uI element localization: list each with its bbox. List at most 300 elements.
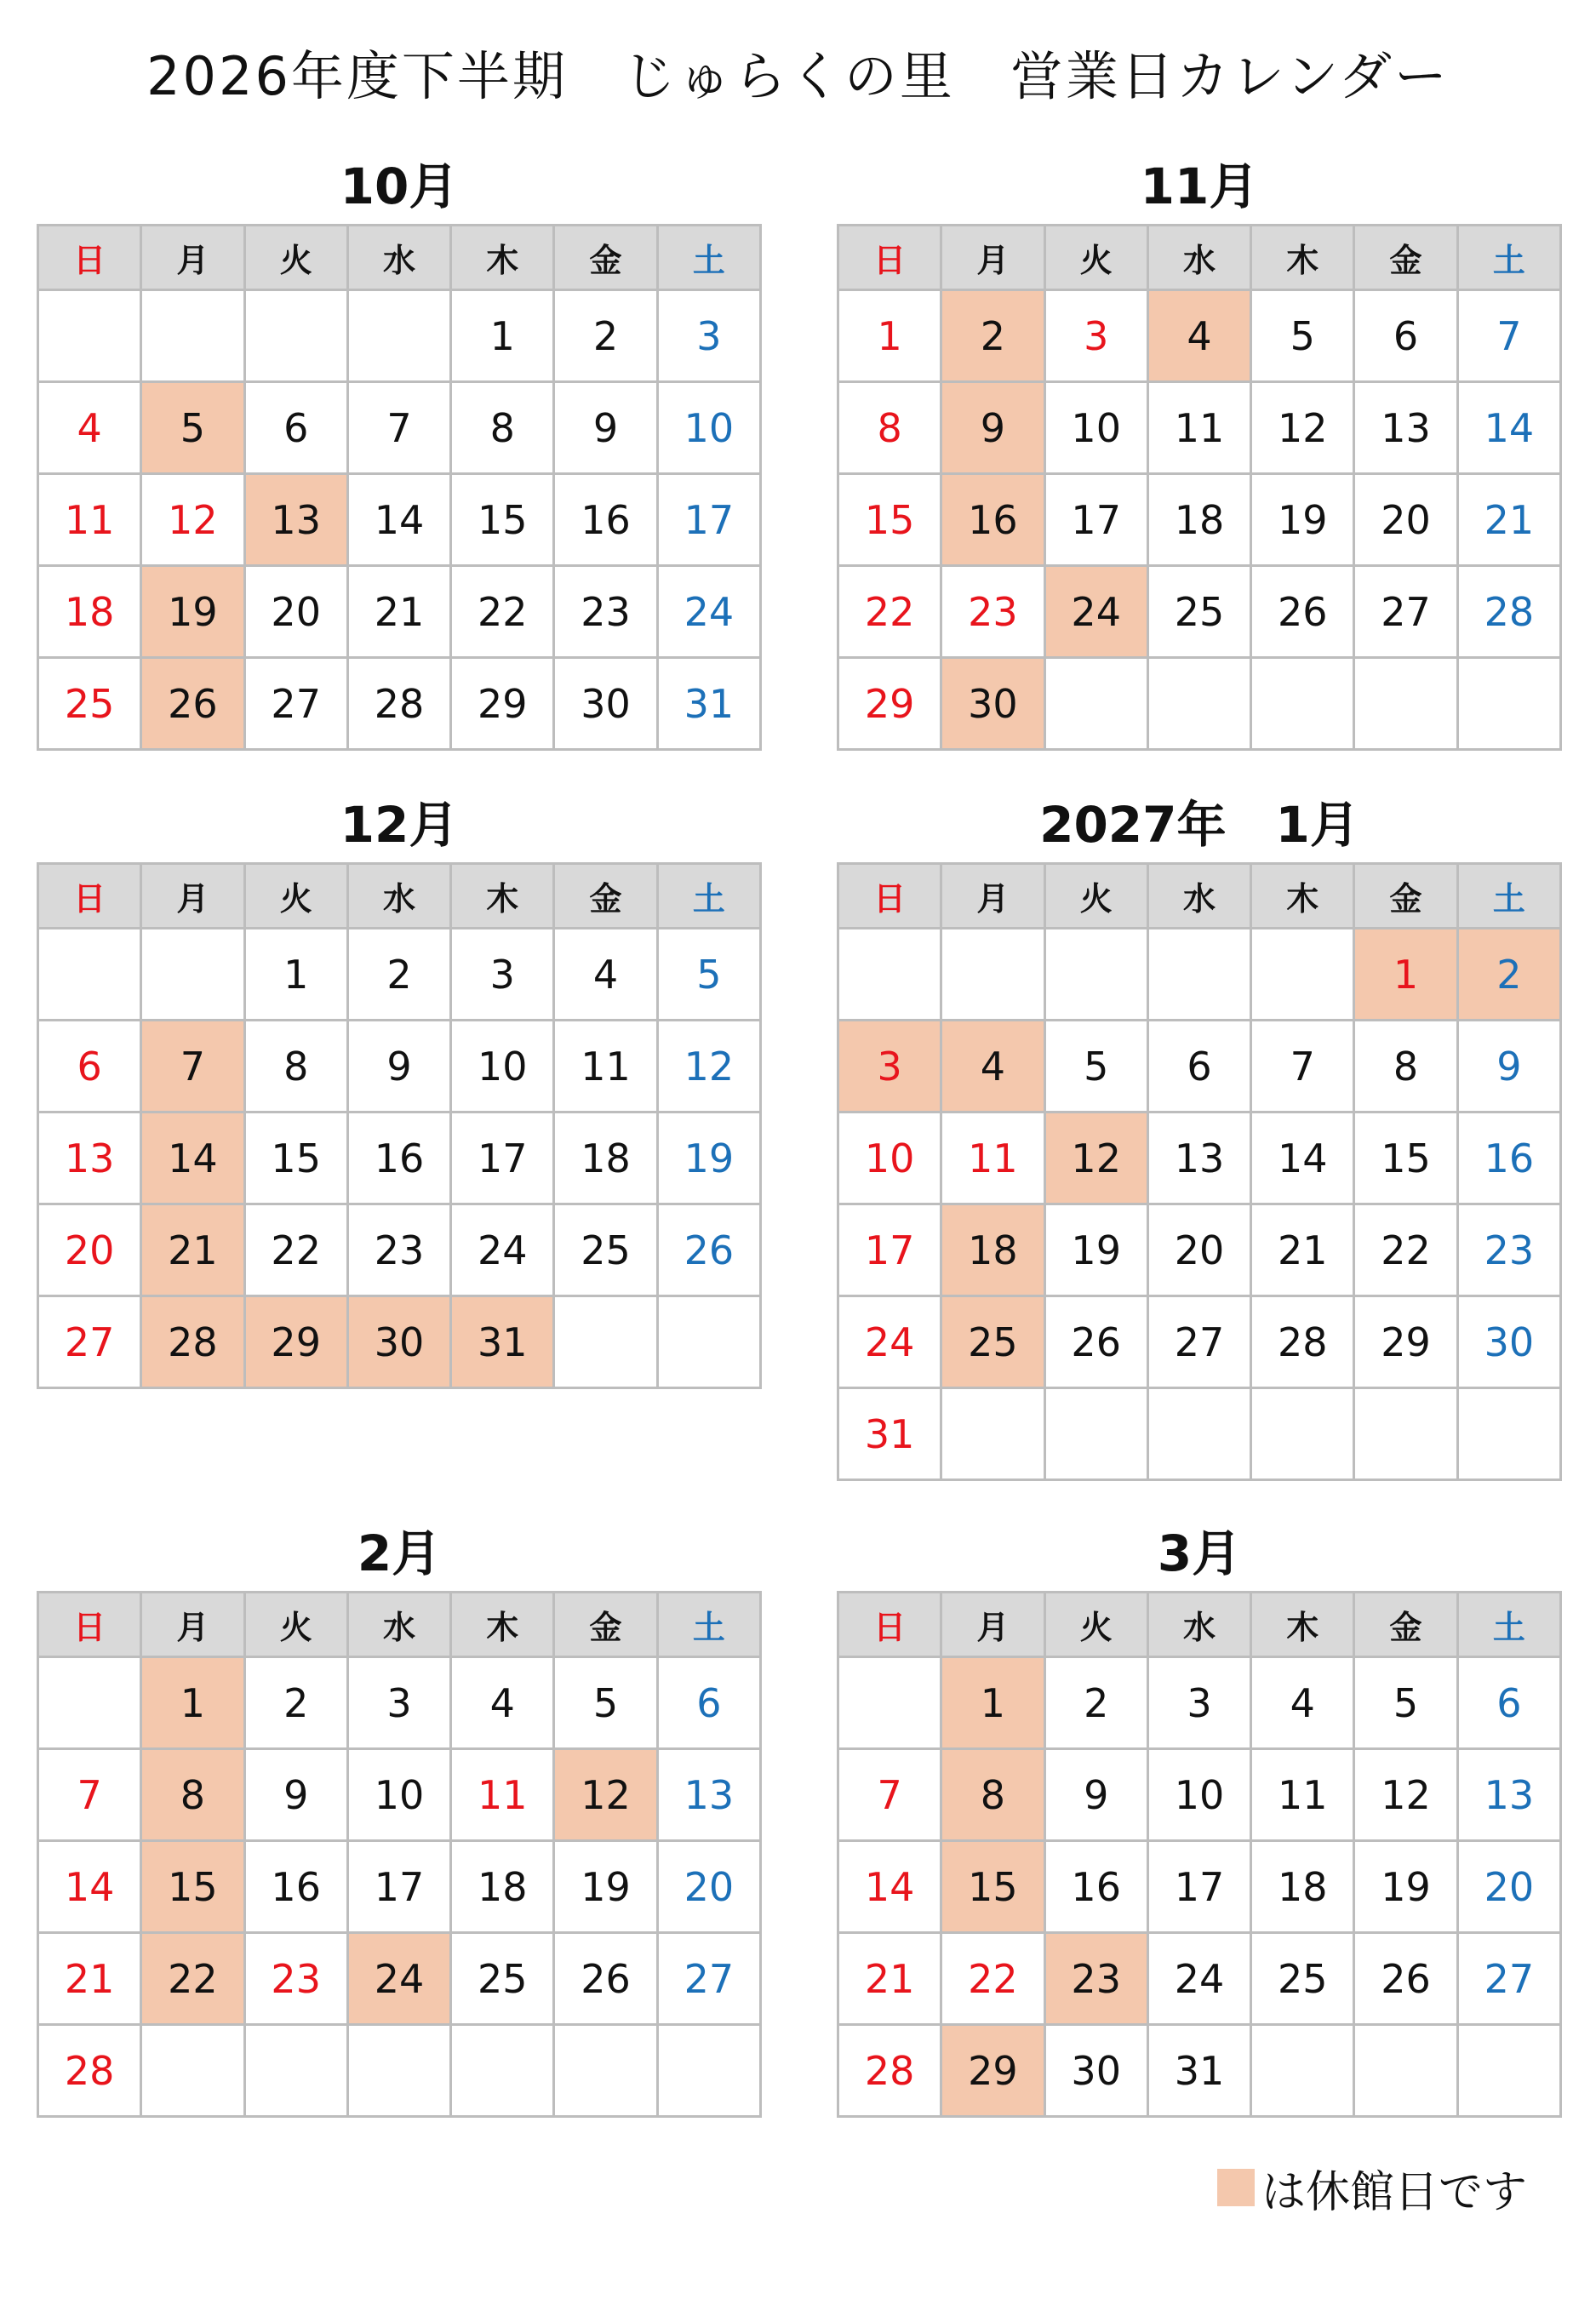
day-cell: 23 (1457, 1204, 1560, 1296)
weekday-header: 日 (38, 864, 141, 929)
day-cell: 11 (451, 1749, 554, 1841)
day-cell: 27 (1457, 1933, 1560, 2025)
day-cell: 4 (451, 1657, 554, 1749)
legend-text: は休館日です (1261, 2166, 1528, 2218)
day-cell: 27 (38, 1296, 141, 1388)
week-row (838, 1204, 1561, 1296)
day-cell: 18 (1251, 1841, 1354, 1933)
calendar-grid (837, 862, 1562, 1481)
day-cell: 27 (657, 1933, 760, 2025)
day-cell: 18 (1147, 474, 1250, 566)
month-calendar-november (837, 149, 1562, 751)
empty-day-cell (1354, 1388, 1457, 1480)
week-row (38, 658, 761, 750)
week-row (838, 1296, 1561, 1388)
day-cell: 26 (554, 1933, 657, 2025)
day-cell: 12 (1044, 1112, 1147, 1204)
day-cell: 16 (554, 474, 657, 566)
day-cell: 10 (347, 1749, 450, 1841)
empty-day-cell (1354, 658, 1457, 750)
weekday-header: 土 (657, 864, 760, 929)
day-cell: 1 (838, 290, 941, 382)
week-row (838, 474, 1561, 566)
day-cell: 21 (38, 1933, 141, 2025)
day-cell: 6 (244, 382, 347, 474)
week-row (838, 929, 1561, 1021)
day-cell: 23 (244, 1933, 347, 2025)
day-cell: 15 (451, 474, 554, 566)
day-cell: 15 (1354, 1112, 1457, 1204)
day-cell: 20 (657, 1841, 760, 1933)
day-cell: 1 (451, 290, 554, 382)
weekday-header: 土 (1457, 864, 1560, 929)
week-row (838, 1933, 1561, 2025)
day-cell: 19 (141, 566, 244, 658)
day-cell: 28 (38, 2025, 141, 2117)
day-cell: 17 (347, 1841, 450, 1933)
month-title: 2027年 1月 (1039, 796, 1359, 854)
day-cell: 10 (657, 382, 760, 474)
day-cell: 9 (1044, 1749, 1147, 1841)
day-cell: 11 (1251, 1749, 1354, 1841)
day-cell: 17 (1147, 1841, 1250, 1933)
weekday-header: 金 (1354, 1593, 1457, 1657)
day-cell: 5 (141, 382, 244, 474)
week-row (838, 1388, 1561, 1480)
week-row (838, 1749, 1561, 1841)
day-cell: 28 (1457, 566, 1560, 658)
day-cell: 30 (941, 658, 1044, 750)
day-cell: 17 (838, 1204, 941, 1296)
weekday-header: 月 (941, 1593, 1044, 1657)
day-cell: 28 (347, 658, 450, 750)
day-cell: 7 (838, 1749, 941, 1841)
weekday-header: 月 (141, 1593, 244, 1657)
closed-day-swatch (1217, 2169, 1255, 2206)
week-row (838, 382, 1561, 474)
weekday-header: 木 (451, 226, 554, 290)
weekday-header: 日 (38, 1593, 141, 1657)
day-cell: 12 (1354, 1749, 1457, 1841)
day-cell: 22 (141, 1933, 244, 2025)
day-cell: 8 (141, 1749, 244, 1841)
day-cell: 15 (838, 474, 941, 566)
week-row (838, 566, 1561, 658)
empty-day-cell (141, 2025, 244, 2117)
day-cell: 31 (657, 658, 760, 750)
empty-day-cell (141, 929, 244, 1021)
weekday-header: 月 (941, 864, 1044, 929)
day-cell: 19 (1354, 1841, 1457, 1933)
day-cell: 11 (38, 474, 141, 566)
day-cell: 29 (451, 658, 554, 750)
day-cell: 8 (244, 1021, 347, 1112)
day-cell: 21 (1251, 1204, 1354, 1296)
day-cell: 19 (1044, 1204, 1147, 1296)
weekday-header: 木 (1251, 1593, 1354, 1657)
weekday-header: 火 (1044, 864, 1147, 929)
day-cell: 23 (554, 566, 657, 658)
weekday-header: 火 (244, 864, 347, 929)
day-cell: 17 (451, 1112, 554, 1204)
day-cell: 7 (347, 382, 450, 474)
day-cell: 4 (941, 1021, 1044, 1112)
day-cell: 24 (1147, 1933, 1250, 2025)
day-cell: 18 (554, 1112, 657, 1204)
day-cell: 3 (1147, 1657, 1250, 1749)
day-cell: 4 (38, 382, 141, 474)
week-row (38, 1021, 761, 1112)
empty-day-cell (244, 290, 347, 382)
day-cell: 28 (141, 1296, 244, 1388)
week-row (838, 658, 1561, 750)
day-cell: 21 (1457, 474, 1560, 566)
month-title: 3月 (1157, 1524, 1242, 1582)
day-cell: 24 (838, 1296, 941, 1388)
weekday-header-row (38, 226, 761, 290)
weekday-header: 金 (1354, 226, 1457, 290)
day-cell: 25 (451, 1933, 554, 2025)
day-cell: 13 (244, 474, 347, 566)
day-cell: 23 (1044, 1933, 1147, 2025)
day-cell: 24 (451, 1204, 554, 1296)
month-calendar-march (837, 1516, 1562, 2118)
month-calendar-october (37, 149, 762, 751)
week-row (38, 382, 761, 474)
week-row (838, 1841, 1561, 1933)
weekday-header: 土 (657, 226, 760, 290)
day-cell: 11 (941, 1112, 1044, 1204)
empty-day-cell (838, 1657, 941, 1749)
day-cell: 19 (554, 1841, 657, 1933)
day-cell: 25 (941, 1296, 1044, 1388)
day-cell: 3 (1044, 290, 1147, 382)
day-cell: 9 (1457, 1021, 1560, 1112)
day-cell: 30 (554, 658, 657, 750)
day-cell: 28 (1251, 1296, 1354, 1388)
empty-day-cell (941, 1388, 1044, 1480)
day-cell: 3 (347, 1657, 450, 1749)
day-cell: 6 (657, 1657, 760, 1749)
day-cell: 14 (1251, 1112, 1354, 1204)
day-cell: 16 (1457, 1112, 1560, 1204)
day-cell: 31 (838, 1388, 941, 1480)
calendar-grid (37, 1591, 762, 2118)
empty-day-cell (347, 2025, 450, 2117)
week-row (38, 1933, 761, 2025)
day-cell: 7 (1457, 290, 1560, 382)
calendar-grid (837, 224, 1562, 751)
day-cell: 14 (38, 1841, 141, 1933)
day-cell: 30 (347, 1296, 450, 1388)
day-cell: 13 (1457, 1749, 1560, 1841)
day-cell: 23 (347, 1204, 450, 1296)
day-cell: 24 (347, 1933, 450, 2025)
day-cell: 22 (838, 566, 941, 658)
empty-day-cell (657, 2025, 760, 2117)
week-row (38, 1841, 761, 1933)
day-cell: 22 (451, 566, 554, 658)
empty-day-cell (1457, 2025, 1560, 2117)
day-cell: 9 (554, 382, 657, 474)
weekday-header: 火 (244, 226, 347, 290)
day-cell: 6 (38, 1021, 141, 1112)
day-cell: 20 (1457, 1841, 1560, 1933)
month-title: 2月 (357, 1524, 442, 1582)
day-cell: 6 (1354, 290, 1457, 382)
empty-day-cell (38, 1657, 141, 1749)
day-cell: 17 (657, 474, 760, 566)
weekday-header-row (838, 1593, 1561, 1657)
weekday-header-row (838, 864, 1561, 929)
day-cell: 7 (38, 1749, 141, 1841)
week-row (838, 290, 1561, 382)
day-cell: 29 (1354, 1296, 1457, 1388)
week-row (38, 1657, 761, 1749)
day-cell: 30 (1457, 1296, 1560, 1388)
week-row (38, 2025, 761, 2117)
day-cell: 29 (838, 658, 941, 750)
empty-day-cell (554, 1296, 657, 1388)
day-cell: 31 (1147, 2025, 1250, 2117)
weekday-header: 火 (244, 1593, 347, 1657)
day-cell: 8 (838, 382, 941, 474)
day-cell: 5 (1044, 1021, 1147, 1112)
week-row (38, 1749, 761, 1841)
weekday-header: 土 (657, 1593, 760, 1657)
day-cell: 21 (838, 1933, 941, 2025)
day-cell: 12 (657, 1021, 760, 1112)
weekday-header: 木 (1251, 864, 1354, 929)
day-cell: 11 (554, 1021, 657, 1112)
day-cell: 13 (1147, 1112, 1250, 1204)
day-cell: 11 (1147, 382, 1250, 474)
day-cell: 26 (1354, 1933, 1457, 2025)
weekday-header: 月 (941, 226, 1044, 290)
empty-day-cell (451, 2025, 554, 2117)
day-cell: 10 (1147, 1749, 1250, 1841)
day-cell: 2 (244, 1657, 347, 1749)
day-cell: 20 (1354, 474, 1457, 566)
weekday-header: 土 (1457, 226, 1560, 290)
day-cell: 1 (141, 1657, 244, 1749)
day-cell: 26 (141, 658, 244, 750)
day-cell: 10 (451, 1021, 554, 1112)
day-cell: 20 (244, 566, 347, 658)
day-cell: 14 (347, 474, 450, 566)
empty-day-cell (554, 2025, 657, 2117)
week-row (38, 474, 761, 566)
weekday-header: 木 (451, 1593, 554, 1657)
day-cell: 18 (941, 1204, 1044, 1296)
day-cell: 3 (451, 929, 554, 1021)
day-cell: 30 (1044, 2025, 1147, 2117)
day-cell: 6 (1457, 1657, 1560, 1749)
weekday-header-row (38, 864, 761, 929)
empty-day-cell (657, 1296, 760, 1388)
empty-day-cell (1147, 658, 1250, 750)
day-cell: 22 (1354, 1204, 1457, 1296)
day-cell: 25 (554, 1204, 657, 1296)
day-cell: 2 (347, 929, 450, 1021)
day-cell: 2 (941, 290, 1044, 382)
day-cell: 10 (838, 1112, 941, 1204)
empty-day-cell (941, 929, 1044, 1021)
day-cell: 8 (451, 382, 554, 474)
day-cell: 15 (941, 1841, 1044, 1933)
day-cell: 26 (1044, 1296, 1147, 1388)
week-row (38, 566, 761, 658)
day-cell: 4 (554, 929, 657, 1021)
week-row (38, 929, 761, 1021)
weekday-header-row (838, 226, 1561, 290)
calendar-grid (37, 224, 762, 751)
legend (1217, 2162, 1528, 2218)
empty-day-cell (1044, 1388, 1147, 1480)
empty-day-cell (1147, 1388, 1250, 1480)
week-row (38, 290, 761, 382)
weekday-header: 金 (554, 1593, 657, 1657)
weekday-header: 水 (347, 1593, 450, 1657)
weekday-header: 月 (141, 226, 244, 290)
weekday-header: 水 (347, 864, 450, 929)
weekday-header: 土 (1457, 1593, 1560, 1657)
day-cell: 16 (941, 474, 1044, 566)
day-cell: 5 (657, 929, 760, 1021)
page-title: 2026年度下半期 じゅらくの里 営業日カレンダー (146, 45, 1450, 107)
empty-day-cell (1457, 1388, 1560, 1480)
day-cell: 1 (941, 1657, 1044, 1749)
weekday-header: 水 (1147, 1593, 1250, 1657)
month-calendar-december (37, 787, 762, 1389)
day-cell: 16 (347, 1112, 450, 1204)
empty-day-cell (1044, 658, 1147, 750)
day-cell: 20 (1147, 1204, 1250, 1296)
day-cell: 10 (1044, 382, 1147, 474)
day-cell: 5 (1251, 290, 1354, 382)
day-cell: 15 (244, 1112, 347, 1204)
day-cell: 21 (347, 566, 450, 658)
weekday-header: 金 (554, 864, 657, 929)
day-cell: 19 (1251, 474, 1354, 566)
day-cell: 9 (347, 1021, 450, 1112)
day-cell: 19 (657, 1112, 760, 1204)
weekday-header: 火 (1044, 1593, 1147, 1657)
day-cell: 20 (38, 1204, 141, 1296)
month-title: 12月 (340, 796, 459, 854)
day-cell: 4 (1147, 290, 1250, 382)
empty-day-cell (1457, 658, 1560, 750)
day-cell: 17 (1044, 474, 1147, 566)
day-cell: 25 (1147, 566, 1250, 658)
day-cell: 27 (244, 658, 347, 750)
day-cell: 16 (244, 1841, 347, 1933)
day-cell: 25 (38, 658, 141, 750)
weekday-header: 水 (1147, 226, 1250, 290)
calendar-grid (37, 862, 762, 1389)
day-cell: 25 (1251, 1933, 1354, 2025)
day-cell: 13 (1354, 382, 1457, 474)
weekday-header: 日 (838, 864, 941, 929)
day-cell: 2 (1044, 1657, 1147, 1749)
day-cell: 18 (451, 1841, 554, 1933)
day-cell: 12 (1251, 382, 1354, 474)
month-calendar-february (37, 1516, 762, 2118)
weekday-header: 日 (838, 226, 941, 290)
weekday-header: 日 (38, 226, 141, 290)
empty-day-cell (1251, 1388, 1354, 1480)
day-cell: 27 (1147, 1296, 1250, 1388)
empty-day-cell (838, 929, 941, 1021)
day-cell: 22 (244, 1204, 347, 1296)
weekday-header: 木 (1251, 226, 1354, 290)
day-cell: 24 (657, 566, 760, 658)
week-row (838, 1112, 1561, 1204)
weekday-header: 金 (1354, 864, 1457, 929)
day-cell: 2 (554, 290, 657, 382)
day-cell: 5 (554, 1657, 657, 1749)
empty-day-cell (1251, 929, 1354, 1021)
day-cell: 3 (657, 290, 760, 382)
week-row (38, 1204, 761, 1296)
month-title: 11月 (1140, 157, 1259, 215)
day-cell: 18 (38, 566, 141, 658)
day-cell: 2 (1457, 929, 1560, 1021)
day-cell: 28 (838, 2025, 941, 2117)
day-cell: 26 (657, 1204, 760, 1296)
empty-day-cell (1147, 929, 1250, 1021)
day-cell: 24 (1044, 566, 1147, 658)
day-cell: 3 (838, 1021, 941, 1112)
day-cell: 31 (451, 1296, 554, 1388)
day-cell: 8 (1354, 1021, 1457, 1112)
weekday-header: 木 (451, 864, 554, 929)
day-cell: 22 (941, 1933, 1044, 2025)
day-cell: 5 (1354, 1657, 1457, 1749)
empty-day-cell (1354, 2025, 1457, 2117)
week-row (838, 1021, 1561, 1112)
day-cell: 1 (244, 929, 347, 1021)
day-cell: 16 (1044, 1841, 1147, 1933)
weekday-header: 水 (347, 226, 450, 290)
week-row (838, 1657, 1561, 1749)
empty-day-cell (1044, 929, 1147, 1021)
empty-day-cell (38, 290, 141, 382)
month-title: 10月 (340, 157, 459, 215)
calendar-grid (837, 1591, 1562, 2118)
empty-day-cell (1251, 658, 1354, 750)
weekday-header: 水 (1147, 864, 1250, 929)
empty-day-cell (38, 929, 141, 1021)
day-cell: 29 (244, 1296, 347, 1388)
week-row (38, 1296, 761, 1388)
week-row (38, 1112, 761, 1204)
day-cell: 15 (141, 1841, 244, 1933)
day-cell: 12 (554, 1749, 657, 1841)
day-cell: 21 (141, 1204, 244, 1296)
day-cell: 14 (1457, 382, 1560, 474)
day-cell: 14 (141, 1112, 244, 1204)
month-calendar-january (837, 787, 1562, 1481)
day-cell: 27 (1354, 566, 1457, 658)
weekday-header: 日 (838, 1593, 941, 1657)
day-cell: 13 (657, 1749, 760, 1841)
empty-day-cell (347, 290, 450, 382)
day-cell: 9 (941, 382, 1044, 474)
week-row (838, 2025, 1561, 2117)
day-cell: 23 (941, 566, 1044, 658)
day-cell: 9 (244, 1749, 347, 1841)
